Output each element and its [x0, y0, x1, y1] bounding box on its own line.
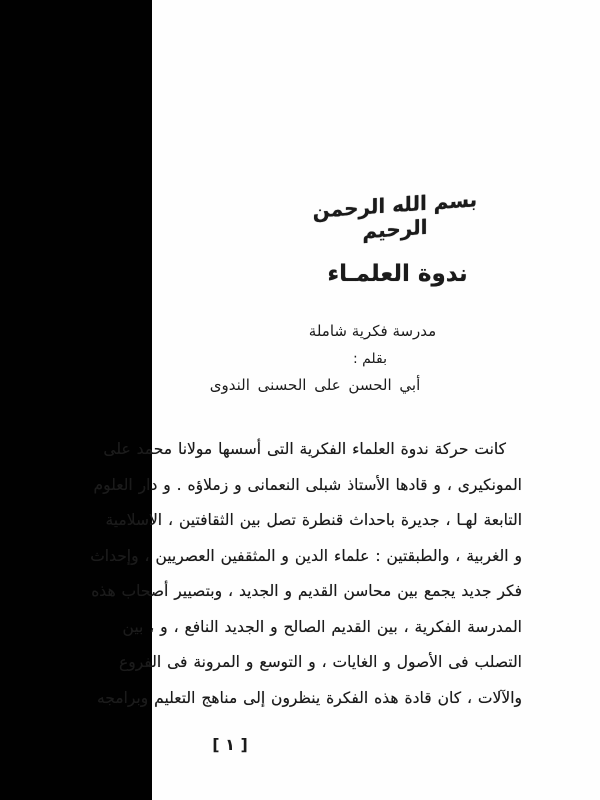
- body-line-6: المدرسة الفكرية ، بين القديم الصالح و الجديد النافع ، و ، بين: [122, 617, 522, 636]
- page-number: [ ١ ]: [212, 735, 248, 754]
- book-page: [90, 0, 600, 800]
- body-line-1: كانت حركة ندوة العلماء الفكرية التى أسسها مولانا محمد على: [103, 440, 506, 458]
- body-line-4: و الغربية ، والطبقتين : علماء الدين و المثقفين العصريين ، وإحداث: [90, 546, 522, 565]
- byline-label: بقلم :: [352, 351, 388, 367]
- book-subtitle: مدرسة فكرية شاملة: [308, 322, 437, 340]
- body-line-2: المونكيرى ، و قادها الأستاذ شبلى النعمانى و زملاؤه . و دار العلوم: [93, 475, 522, 494]
- body-paragraph: [90, 432, 522, 716]
- bismillah-calligraphy: بسم الله الرحمن الرحيم: [312, 187, 478, 244]
- body-line-8: والآلات ، كان قادة هذه الفكرة ينظرون إلى مناهج التعليم وبرامجه: [96, 688, 522, 707]
- author-name: أبي الحسن على الحسنى الندوى: [209, 376, 421, 394]
- body-line-7: التصلب فى الأصول و الغايات ، و التوسع و المرونة فى الفروع: [118, 653, 522, 671]
- book-title: ندوة العلمـاء: [327, 261, 468, 287]
- body-line-3: التابعة لهـا ، جديرة باحداث قنطرة تصل بين الثقافتين ، الاسلامية: [105, 511, 522, 529]
- body-line-5: فكر جديد يجمع بين محاسن القديم و الجديد ، وبتصيير أصحاب هذه: [91, 582, 522, 600]
